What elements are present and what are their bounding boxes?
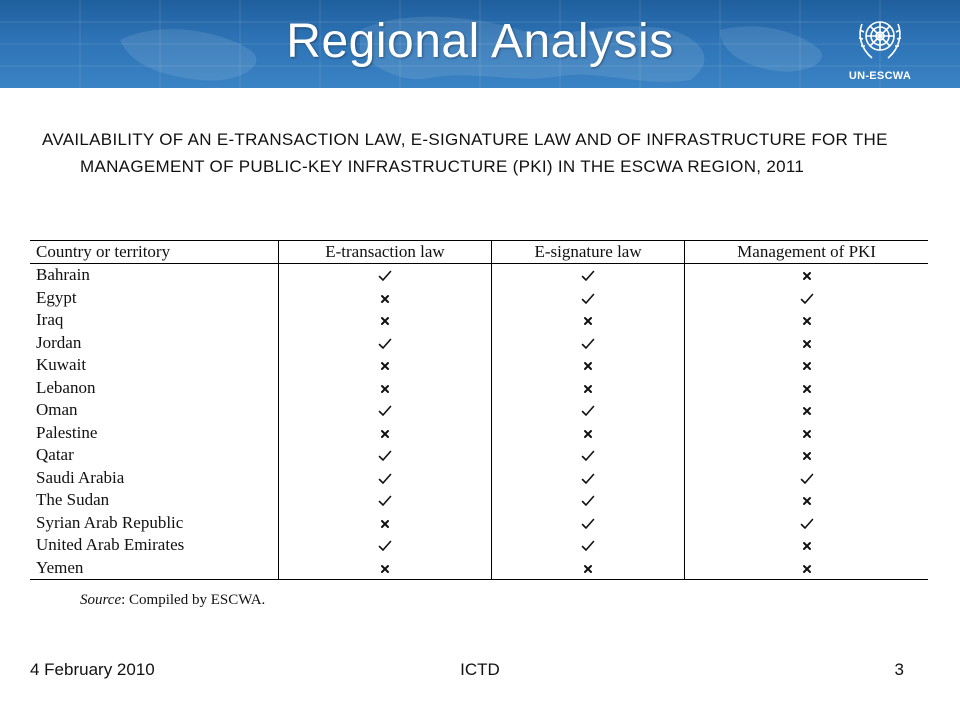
footer-date: 4 February 2010 (30, 660, 155, 679)
country-cell: Palestine (36, 422, 98, 442)
footer-center-label: ICTD (460, 660, 500, 679)
country-cell: Syrian Arab Republic (36, 512, 184, 532)
check-icon (581, 494, 595, 508)
country-cell: Kuwait (36, 355, 87, 375)
column-header-e-signature: E-signature law (491, 241, 684, 264)
pki-cell (685, 512, 928, 535)
check-icon (378, 449, 392, 463)
cross-icon (800, 449, 814, 463)
table-row (30, 512, 928, 535)
cross-icon (800, 494, 814, 508)
e-signature-cell (491, 264, 684, 287)
cross-icon (378, 292, 392, 306)
check-icon (581, 472, 595, 486)
e-transaction-cell (279, 377, 492, 400)
check-icon (378, 337, 392, 351)
cross-icon (800, 314, 814, 328)
check-icon (581, 449, 595, 463)
table-row (30, 534, 928, 557)
e-signature-cell (491, 557, 684, 580)
e-transaction-cell (279, 467, 492, 490)
page-number: 3 (894, 660, 904, 679)
e-transaction-cell (279, 354, 492, 377)
e-transaction-cell (279, 399, 492, 422)
source-label: Source (80, 592, 122, 608)
un-emblem-icon (852, 10, 908, 66)
check-icon (378, 494, 392, 508)
pki-cell (685, 332, 928, 355)
cross-icon (800, 382, 814, 396)
cross-icon (378, 359, 392, 373)
check-icon (581, 337, 595, 351)
pki-cell (685, 534, 928, 557)
pki-cell (685, 287, 928, 310)
cross-icon (378, 517, 392, 531)
e-transaction-cell (279, 512, 492, 535)
cross-icon (581, 314, 595, 328)
cross-icon (581, 359, 595, 373)
pki-cell (685, 557, 928, 580)
cross-icon (800, 562, 814, 576)
check-icon (800, 292, 814, 306)
column-header-e-transaction: E-transaction law (279, 241, 492, 264)
cross-icon (378, 427, 392, 441)
cross-icon (378, 382, 392, 396)
column-header-country: Country or territory (30, 241, 279, 264)
e-transaction-cell (279, 444, 492, 467)
source-note (80, 592, 265, 609)
country-cell: Jordan (36, 332, 82, 352)
e-transaction-cell (279, 489, 492, 512)
country-cell: Saudi Arabia (36, 467, 125, 487)
e-signature-cell (491, 512, 684, 535)
pki-cell (685, 444, 928, 467)
cross-icon (378, 314, 392, 328)
check-icon (581, 269, 595, 283)
table-row (30, 287, 928, 310)
table-row (30, 354, 928, 377)
country-cell: Yemen (30, 557, 279, 580)
table-row (30, 377, 928, 400)
cross-icon (378, 562, 392, 576)
table-row (30, 467, 928, 490)
pki-cell (685, 377, 928, 400)
pki-cell (685, 264, 928, 287)
cross-icon (800, 539, 814, 553)
country-cell: Qatar (36, 445, 74, 465)
check-icon (378, 404, 392, 418)
cross-icon (800, 359, 814, 373)
e-transaction-cell (279, 557, 492, 580)
e-signature-cell (491, 534, 684, 557)
e-signature-cell (491, 489, 684, 512)
cross-icon (800, 269, 814, 283)
country-cell: Egypt (36, 287, 77, 307)
e-signature-cell (491, 354, 684, 377)
cross-icon (800, 337, 814, 351)
source-text: : Compiled by ESCWA. (121, 592, 266, 608)
table-row (30, 422, 928, 445)
pki-cell (685, 354, 928, 377)
table-row (30, 444, 928, 467)
check-icon (378, 472, 392, 486)
check-icon (800, 517, 814, 531)
check-icon (581, 404, 595, 418)
e-transaction-cell (279, 422, 492, 445)
table-row (30, 489, 928, 512)
table-body (30, 264, 928, 580)
table-row (30, 399, 928, 422)
pki-cell (685, 467, 928, 490)
check-icon (800, 472, 814, 486)
table-row (30, 309, 928, 332)
table-row (30, 557, 928, 580)
page-title: Regional Analysis (286, 15, 674, 68)
e-transaction-cell (279, 332, 492, 355)
header-banner (0, 0, 960, 88)
e-signature-cell (491, 287, 684, 310)
pki-cell (685, 489, 928, 512)
check-icon (378, 539, 392, 553)
country-cell: Bahrain (36, 265, 90, 285)
country-cell: Iraq (36, 310, 64, 330)
country-cell: The Sudan (36, 490, 110, 510)
table-header-row (30, 241, 928, 264)
e-transaction-cell (279, 534, 492, 557)
check-icon (581, 517, 595, 531)
table-row (30, 332, 928, 355)
check-icon (581, 292, 595, 306)
e-transaction-cell (279, 264, 492, 287)
availability-table (30, 240, 928, 580)
cross-icon (581, 562, 595, 576)
e-signature-cell (491, 467, 684, 490)
e-signature-cell (491, 399, 684, 422)
country-cell: United Arab Emirates (36, 535, 185, 555)
e-signature-cell (491, 422, 684, 445)
check-icon (581, 539, 595, 553)
pki-cell (685, 399, 928, 422)
organization-label: UN-ESCWA (848, 70, 912, 82)
e-transaction-cell (279, 309, 492, 332)
e-signature-cell (491, 332, 684, 355)
country-cell: Lebanon (36, 377, 96, 397)
table-row (30, 264, 928, 287)
e-signature-cell (491, 444, 684, 467)
pki-cell (685, 422, 928, 445)
e-signature-cell (491, 377, 684, 400)
e-transaction-cell (279, 287, 492, 310)
cross-icon (581, 427, 595, 441)
table-caption: AVAILABILITY OF AN E-TRANSACTION LAW, E-SIGNATURE LAW AND OF INFRASTRUCTURE FOR THE MANAGEMENT OF PUBLIC-KEY INFRASTRUCTURE (PKI) IN THE ESCWA REGION, 2011 (42, 130, 888, 176)
check-icon (378, 269, 392, 283)
cross-icon (800, 427, 814, 441)
pki-cell (685, 309, 928, 332)
cross-icon (581, 382, 595, 396)
country-cell: Oman (36, 400, 78, 420)
cross-icon (800, 404, 814, 418)
column-header-pki: Management of PKI (685, 241, 928, 264)
e-signature-cell (491, 309, 684, 332)
